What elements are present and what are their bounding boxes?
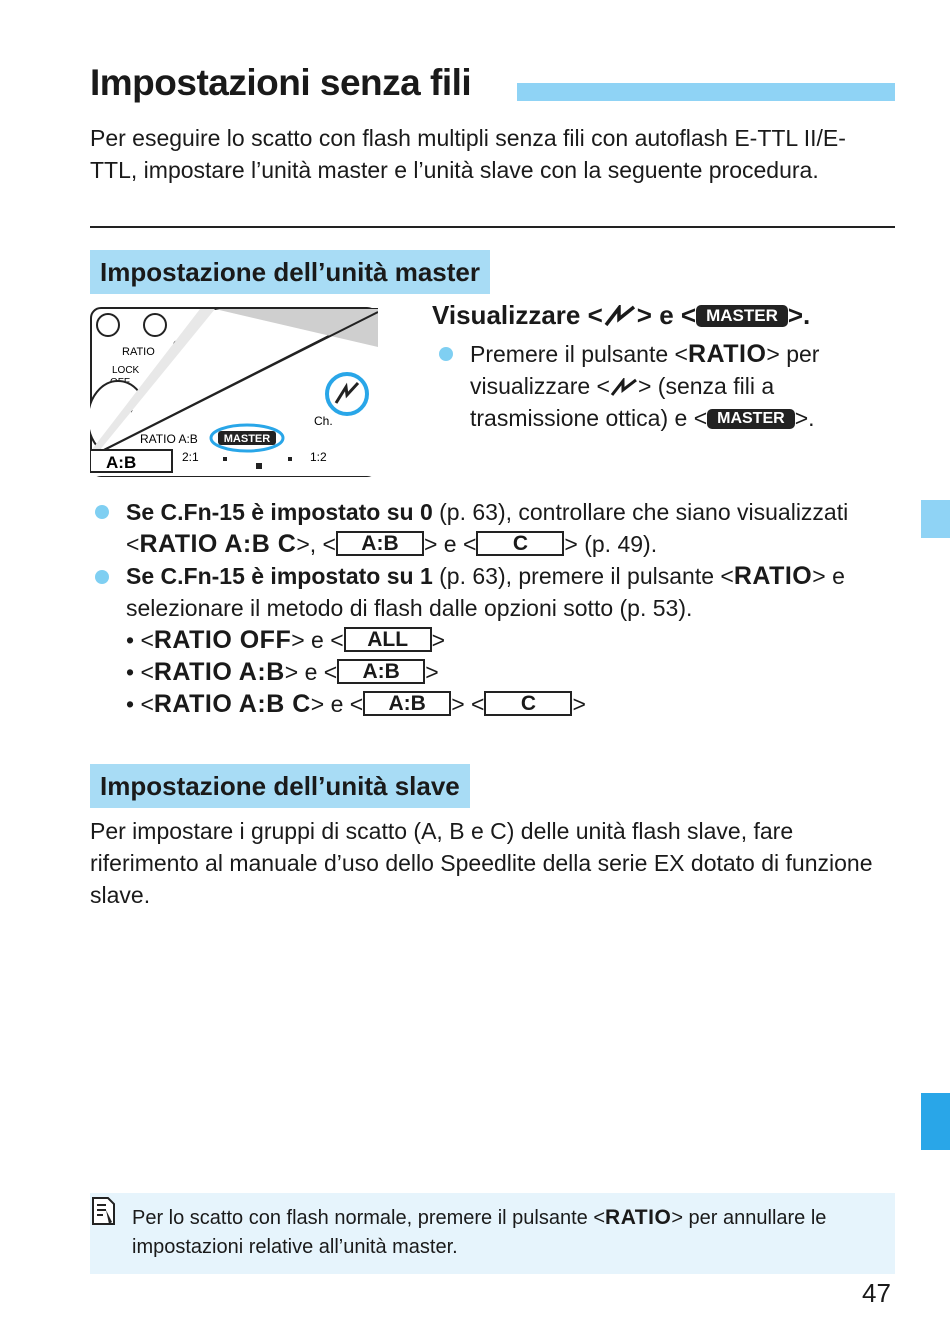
step-bullet-text (470, 338, 880, 434)
ratio-panel-label: RATIO (605, 1206, 672, 1229)
illus-master-badge: MASTER (223, 433, 271, 445)
master-section-heading: Impostazione dell’unità master (90, 250, 490, 294)
step-mid: > e < (636, 300, 697, 330)
flash-panel-illustration (90, 307, 378, 477)
condition-1-text-c: > e < (423, 531, 477, 557)
slave-paragraph: Per impostare i gruppi di scatto (A, B e C) delle unità flash slave, fare riferimento al manuale d’uso dello Speedlite della serie EX dotato di funzione slave. (90, 818, 873, 908)
step-heading (432, 300, 810, 331)
chapter-tab-light (921, 500, 950, 538)
option-panel-label: RATIO A:B C (153, 690, 311, 718)
option-item: • <RATIO A:B C> e < A:B > < C > (126, 690, 586, 718)
wireless-icon (603, 305, 637, 327)
bullet-text-3: > (senza fili a trasmissione ottica) e < (470, 373, 775, 431)
bullet-text-1: Premere il pulsante < (470, 341, 688, 367)
condition-1-text-a: (p. 63), controllare che siano visualizzati < (126, 499, 849, 557)
master-badge: MASTER (707, 409, 795, 429)
ratio-abc-label: RATIO A:B C (139, 530, 297, 558)
illus-val-12: 1:2 (310, 450, 327, 464)
option-panel-label: RATIO OFF (153, 626, 292, 654)
page-title: Impostazioni senza fili (90, 62, 472, 103)
chapter-tab (921, 1093, 950, 1150)
group-ab-box: A:B (363, 691, 451, 716)
condition-2-bold: Se C.Fn-15 è impostato su 1 (126, 563, 433, 589)
condition-2-text-a: (p. 63), premere il pulsante < (432, 563, 734, 589)
bullet-text-4: >. (794, 405, 815, 431)
note-text-a: Per lo scatto con flash normale, premere il pulsante < (132, 1207, 606, 1229)
condition-1-text-b: >, < (296, 531, 336, 557)
condition-1-text-d: > (p. 49). (564, 531, 658, 557)
group-all-box: ALL (344, 627, 432, 652)
slave-section-heading: Impostazione dell’unità slave (90, 764, 470, 808)
bullet-dot (95, 570, 109, 584)
option-item: • <RATIO A:B> e < A:B > (126, 658, 439, 686)
condition-1 (126, 496, 906, 560)
bullet-dot (439, 347, 453, 361)
ratio-panel-label: RATIO (687, 340, 767, 368)
note-icon (90, 1196, 116, 1226)
illus-ab: A:B (106, 453, 137, 472)
illus-ratio-label: RATIO (122, 346, 155, 358)
intro-paragraph: Per eseguire lo scatto con flash multipli senza fili con autoflash E-TTL II/E-TTL, impostare l’unità master e l’unità slave con la seguente procedura. (90, 125, 846, 183)
illus-ch-label: Ch. (314, 414, 333, 428)
condition-1-bold: Se C.Fn-15 è impostato su 0 (126, 499, 433, 525)
illus-lock-label: LOCK (112, 365, 140, 376)
group-c-box: C (476, 531, 564, 556)
group-ab-box: A:B (337, 659, 425, 684)
option-panel-label: RATIO A:B (153, 658, 285, 686)
illus-ratio-ab: RATIO A:B (140, 432, 198, 446)
note-text (132, 1203, 872, 1262)
group-c-box: C (484, 691, 572, 716)
bullet-dot (95, 505, 109, 519)
group-ab-box: A:B (336, 531, 424, 556)
condition-2 (126, 560, 906, 624)
condition-2-text-b: > e selezionare il metodo di flash dalle opzioni sotto (p. 53). (126, 563, 845, 621)
step-suffix: >. (787, 300, 811, 330)
step-prefix: Visualizzare < (432, 300, 603, 330)
wireless-icon (610, 378, 638, 396)
note-text-b: > per annullare le impostazioni relative all’unità master. (132, 1207, 827, 1258)
ratio-panel-label: RATIO (733, 562, 813, 590)
option-item: • <RATIO OFF> e < ALL > (126, 626, 446, 654)
divider (90, 226, 895, 228)
master-badge: MASTER (696, 305, 788, 327)
illus-val-21: 2:1 (182, 450, 199, 464)
title-accent-bar (517, 83, 895, 101)
bullet-text-2: > per visualizzare < (470, 341, 820, 399)
page-number: 47 (862, 1278, 891, 1308)
